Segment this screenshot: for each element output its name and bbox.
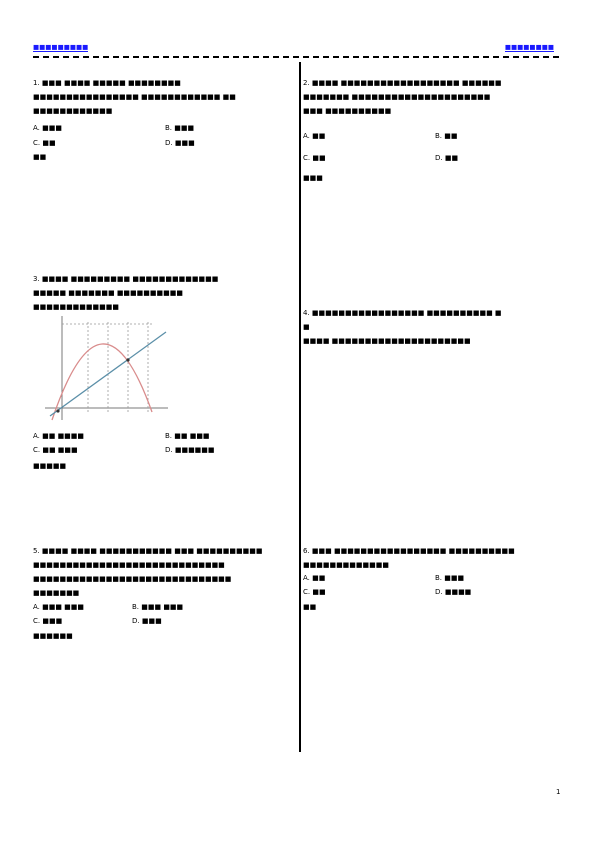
question-3-option-d: D. ■■■■■■ xyxy=(165,446,215,454)
question-6-line: 6. ■■■ ■■■■■■■■■■■■■■■■■ ■■■■■■■■■■ xyxy=(303,547,515,555)
question-4-line: ■ xyxy=(303,323,310,331)
question-5-line: 5. ■■■■ ■■■■ ■■■■■■■■■■■ ■■■ ■■■■■■■■■■ xyxy=(33,547,263,555)
page-number: 1 xyxy=(556,788,561,796)
question-3-option-b: B. ■■ ■■■ xyxy=(165,432,210,440)
question-3-option-c: C. ■■ ■■■ xyxy=(33,446,78,454)
question-1 xyxy=(33,76,236,118)
question-3-line: ■■■■■ ■■■■■■■ ■■■■■■■■■■ xyxy=(33,289,183,297)
question-5-line: ■■■■■■■■■■■■■■■■■■■■■■■■■■■■■■ xyxy=(33,575,232,583)
question-6-option-d: D. ■■■■ xyxy=(435,588,472,596)
question-2-option-a: A. ■■ xyxy=(303,132,326,140)
question-1-line: ■■■■■■■■■■■■ xyxy=(33,107,113,115)
question-5-option-d: D. ■■■ xyxy=(132,617,162,625)
question-3-line: 3. ■■■■ ■■■■■■■■■ ■■■■■■■■■■■■■ xyxy=(33,275,219,283)
question-5-option-c: C. ■■■ xyxy=(33,617,63,625)
intersection-point xyxy=(126,358,129,361)
column-divider xyxy=(299,62,301,752)
question-4-line: ■■■■ ■■■■■■■■■■■■■■■■■■■■■ xyxy=(303,337,471,345)
question-6 xyxy=(303,544,515,572)
intersection-point xyxy=(56,409,59,412)
header-left-title: ■■■■■■■■■ xyxy=(33,43,89,51)
function-graph xyxy=(40,312,170,422)
question-5 xyxy=(33,544,262,600)
question-2-option-c: C. ■■ xyxy=(303,154,326,162)
question-2-option-d: D. ■■ xyxy=(435,154,459,162)
question-2-line: ■■■■■■■ ■■■■■■■■■■■■■■■■■■■■■ xyxy=(303,93,491,101)
header-divider xyxy=(33,56,559,58)
question-1-option-a: A. ■■■ xyxy=(33,124,62,132)
question-2-option-b: B. ■■ xyxy=(435,132,458,140)
question-5-line: ■■■■■■■ xyxy=(33,589,80,597)
question-1-line: 1. ■■■ ■■■■ ■■■■■ ■■■■■■■■ xyxy=(33,79,181,87)
question-4 xyxy=(303,306,502,348)
question-6-option-c: C. ■■ xyxy=(303,588,326,596)
question-5-line: ■■■■■■■■■■■■■■■■■■■■■■■■■■■■■ xyxy=(33,561,225,569)
question-3-answer: ■■■■■ xyxy=(33,462,67,470)
header-right-title: ■■■■■■■■ xyxy=(504,43,554,51)
question-1-option-b: B. ■■■ xyxy=(165,124,195,132)
question-3-option-a: A. ■■ ■■■■ xyxy=(33,432,85,440)
question-6-option-b: B. ■■■ xyxy=(435,574,465,582)
question-5-answer: ■■■■■■ xyxy=(33,632,73,640)
question-1-answer: ■■ xyxy=(33,153,47,161)
question-1-option-c: C. ■■ xyxy=(33,139,56,147)
parabola-curve xyxy=(52,344,152,420)
question-1-line: ■■■■■■■■■■■■■■■■ ■■■■■■■■■■■■ ■■ xyxy=(33,93,236,101)
question-6-answer: ■■ xyxy=(303,603,317,611)
question-5-option-a: A. ■■■ ■■■ xyxy=(33,603,85,611)
question-4-line: 4. ■■■■■■■■■■■■■■■■■ ■■■■■■■■■■ ■ xyxy=(303,309,502,317)
question-6-line: ■■■■■■■■■■■■■ xyxy=(303,561,389,569)
question-3-line: ■■■■■■■■■■■■■ xyxy=(33,303,119,311)
question-2 xyxy=(303,76,502,118)
question-2-line: 2. ■■■■ ■■■■■■■■■■■■■■■■■■ ■■■■■■ xyxy=(303,79,502,87)
question-3 xyxy=(33,272,218,314)
question-2-line: ■■■ ■■■■■■■■■■ xyxy=(303,107,392,115)
question-1-option-d: D. ■■■ xyxy=(165,139,195,147)
question-2-answer: ■■■ xyxy=(303,174,323,182)
question-6-option-a: A. ■■ xyxy=(303,574,326,582)
question-5-option-b: B. ■■■ ■■■ xyxy=(132,603,184,611)
